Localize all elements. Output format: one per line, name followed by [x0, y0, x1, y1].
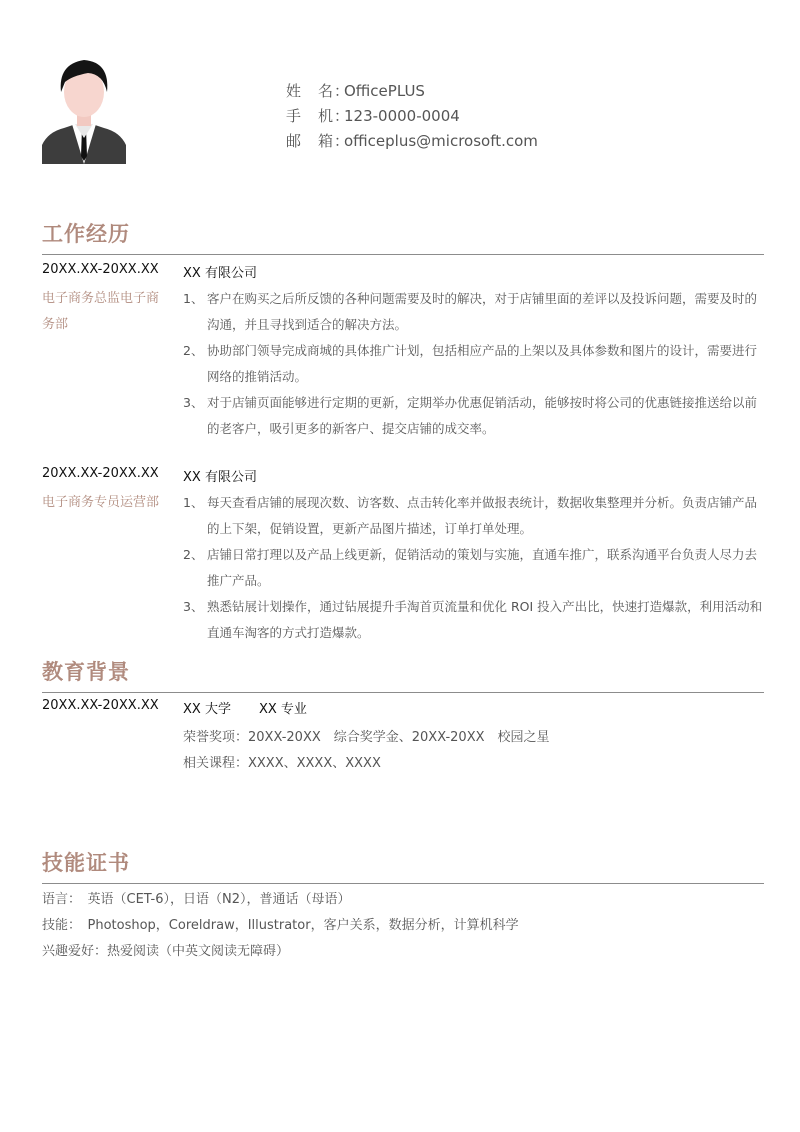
email-label: 邮 箱：	[286, 132, 351, 150]
job-2-company: XX 有限公司	[183, 470, 257, 485]
skills-section-title: 技能证书	[42, 851, 130, 875]
education-section-divider	[42, 692, 764, 693]
skills-section-divider	[42, 883, 764, 884]
phone-label: 手 机：	[286, 107, 351, 125]
education-school-major	[183, 698, 307, 717]
list-item: 1、 客户在购买之后所反馈的各种问题需要及时的解决，对于店铺里面的差评以及投诉问题，需要及时的沟通，并且寻找到适合的解决方法。	[183, 291, 758, 332]
education-section-title: 教育背景	[42, 660, 130, 684]
job-1-role: 电子商务总监电子商务部	[42, 291, 160, 332]
contact-info	[286, 81, 538, 156]
school-name: XX 大学	[183, 702, 231, 717]
job-2-date: 20XX.XX-20XX.XX	[42, 466, 159, 481]
education-honors: 荣誉奖项：20XX-20XX 综合奖学金、20XX-20XX 校园之星	[183, 730, 550, 745]
name-label: 姓 名：	[286, 82, 351, 100]
phone-row	[286, 106, 538, 131]
major-name: XX 专业	[258, 702, 307, 717]
job-2-role: 电子商务专员运营部	[42, 495, 160, 510]
phone-value: 123-0000-0004	[344, 107, 460, 125]
job-1-company: XX 有限公司	[183, 266, 257, 281]
list-item: 2、 店铺日常打理以及产品上线更新，促销活动的策划与实施，直通车推广，联系沟通平台负责人尽力去推广产品。	[183, 547, 758, 588]
profile-photo-avatar	[42, 52, 126, 164]
skills-technical: 技能： Photoshop，Coreldraw，Illustrator，客户关系，数据分析，计算机科学	[42, 918, 519, 933]
name-value: OfficePLUS	[344, 82, 425, 100]
education-date: 20XX.XX-20XX.XX	[42, 698, 159, 713]
list-item: 3、 熟悉钻展计划操作，通过钻展提升手淘首页流量和优化 ROI 投入产出比，快速打造爆款，利用活动和直通车淘客的方式打造爆款。	[183, 599, 763, 640]
email-row	[286, 131, 538, 156]
education-courses: 相关课程：XXXX、XXXX、XXXX	[183, 756, 381, 771]
email-value: officeplus@microsoft.com	[344, 132, 538, 150]
list-item: 2、 协助部门领导完成商城的具体推广计划，包括相应产品的上架以及具体参数和图片的设计，需要进行网络的推销活动。	[183, 343, 758, 384]
list-item: 1、 每天查看店铺的展现次数、访客数、点击转化率并做报表统计，数据收集整理并分析。负责店铺产品的上下架，促销设置，更新产品图片描述，订单打单处理。	[183, 495, 758, 536]
work-section-divider	[42, 254, 764, 255]
job-2-duties	[183, 490, 763, 646]
list-item: 3、 对于店铺页面能够进行定期的更新，定期举办优惠促销活动，能够按时将公司的优惠链接推送给以前的老客户，吸引更多的新客户、提交店铺的成交率。	[183, 395, 758, 436]
job-1-date: 20XX.XX-20XX.XX	[42, 262, 159, 277]
skills-hobby: 兴趣爱好：热爱阅读（中英文阅读无障碍）	[42, 944, 290, 959]
job-1-duties	[183, 286, 763, 442]
skills-language: 语言： 英语（CET-6），日语（N2），普通话（母语）	[42, 892, 351, 907]
name-row	[286, 81, 538, 106]
work-section-title: 工作经历	[42, 222, 130, 246]
